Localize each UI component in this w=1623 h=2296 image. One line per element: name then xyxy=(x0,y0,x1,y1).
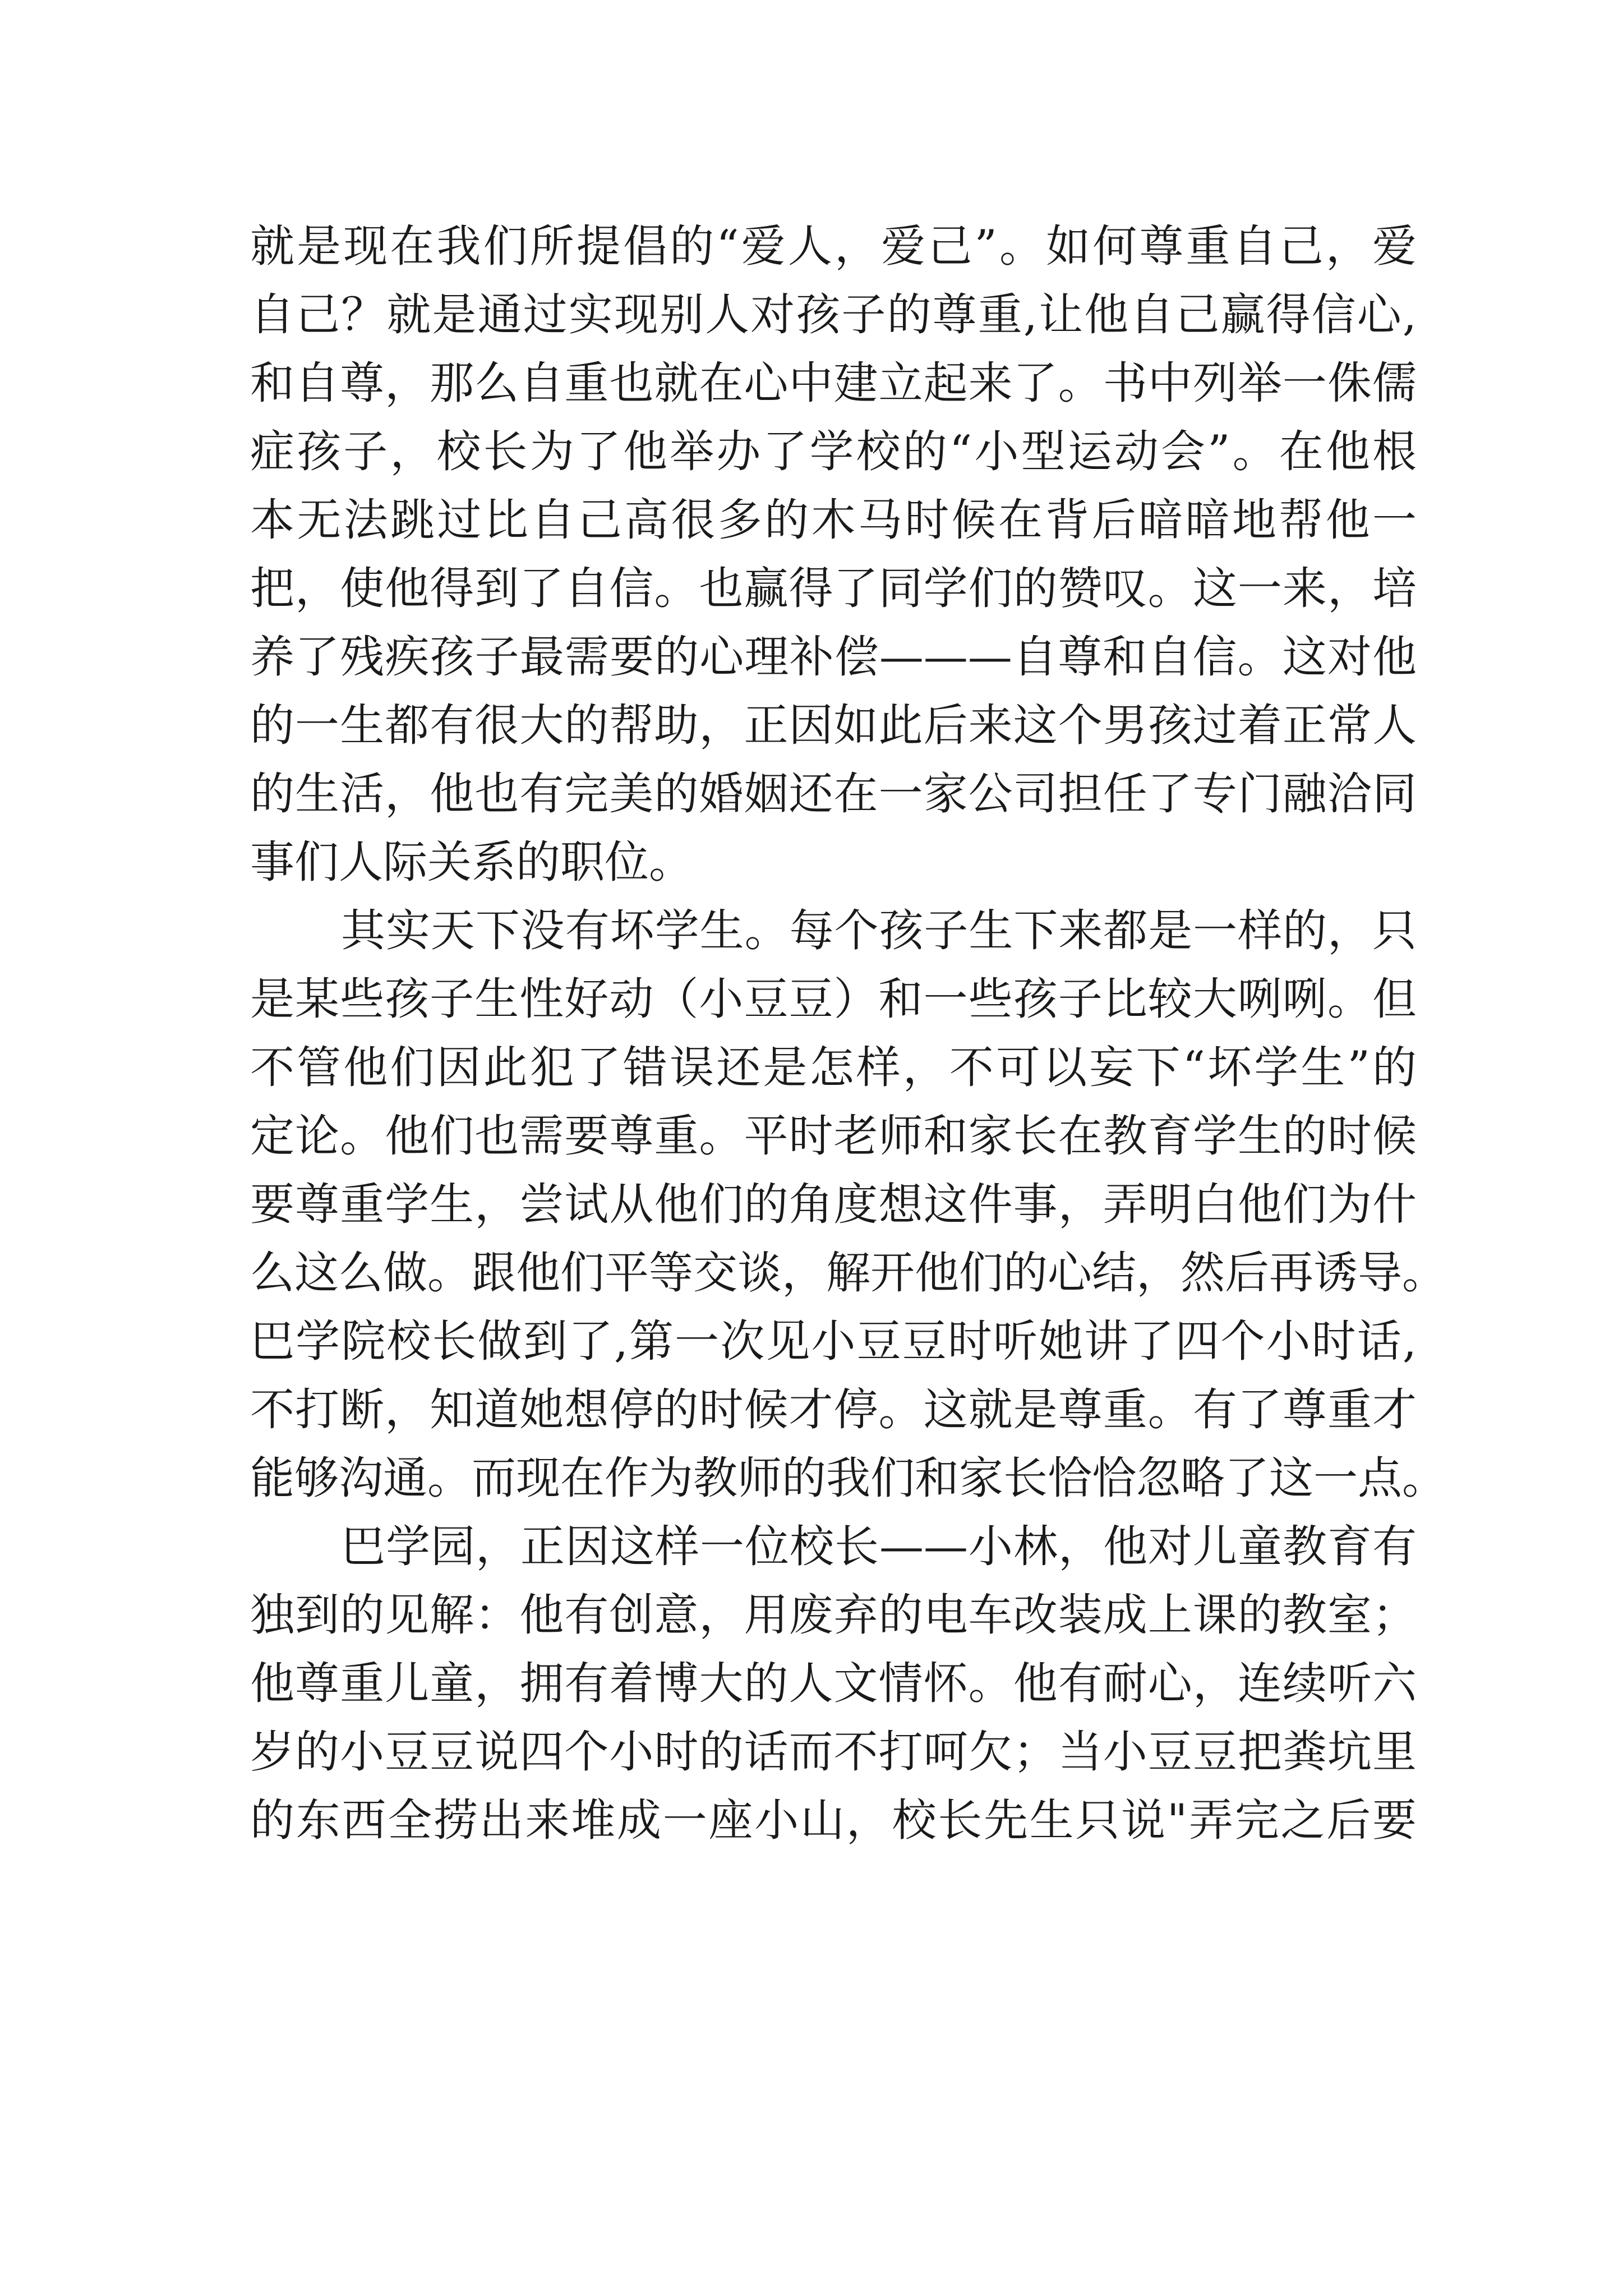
text-line: 本无法跳过比自己高很多的木马时候在背后暗暗地帮他一 xyxy=(250,494,1417,546)
text-line: 巴学园，正因这样一位校长——小林，他对儿童教育有 xyxy=(341,1521,1417,1572)
text-line: 养了残疾孩子最需要的心理补偿———自尊和自信。这对他 xyxy=(250,631,1417,683)
text-line: 症孩子，校长为了他举办了学校的“小型运动会”。在他根 xyxy=(250,426,1417,477)
text-line: 的生活，他也有完美的婚姻还在一家公司担任了专门融洽同 xyxy=(250,768,1417,820)
text-line: 就是现在我们所提倡的“爱人，爱己”。如何尊重自己，爱 xyxy=(250,220,1417,272)
text-line: 把，使他得到了自信。也赢得了同学们的赞叹。这一来，培 xyxy=(250,563,1417,614)
text-line: 不打断，知道她想停的时候才停。这就是尊重。有了尊重才 xyxy=(250,1384,1417,1435)
body-text xyxy=(250,212,1446,1855)
text-line: 定论。他们也需要尊重。平时老师和家长在教育学生的时候 xyxy=(250,1110,1417,1162)
text-line: 自己？就是通过实现别人对孩子的尊重,让他自己赢得信心, xyxy=(250,289,1417,341)
text-line: 的一生都有很大的帮助，正因如此后来这个男孩过着正常人 xyxy=(250,700,1417,751)
text-line: 其实天下没有坏学生。每个孩子生下来都是一样的，只 xyxy=(341,905,1417,956)
text-line: 他尊重儿童，拥有着博大的人文情怀。他有耐心，连续听六 xyxy=(250,1658,1417,1709)
text-line: 岁的小豆豆说四个小时的话而不打呵欠；当小豆豆把粪坑里 xyxy=(250,1726,1417,1778)
text-line: 的东西全捞出来堆成一座小山，校长先生只说"弄完之后要 xyxy=(250,1795,1417,1846)
text-line: 独到的见解：他有创意，用废弃的电车改装成上课的教室； xyxy=(250,1589,1417,1641)
text-line: 事们人际关系的职位。 xyxy=(250,836,693,888)
text-line: 巴学院校长做到了,第一次见小豆豆时听她讲了四个小时话, xyxy=(250,1315,1417,1367)
text-line: 能够沟通。而现在作为教师的我们和家长恰恰忽略了这一点。 xyxy=(250,1452,1446,1504)
text-line: 要尊重学生，尝试从他们的角度想这件事，弄明白他们为什 xyxy=(250,1179,1417,1230)
text-line: 和自尊，那么自重也就在心中建立起来了。书中列举一侏儒 xyxy=(250,357,1417,409)
text-line: 么这么做。跟他们平等交谈，解开他们的心结，然后再诱导。 xyxy=(250,1247,1446,1299)
text-line: 不管他们因此犯了错误还是怎样，不可以妄下“坏学生”的 xyxy=(250,1042,1417,1093)
text-line: 是某些孩子生性好动（小豆豆）和一些孩子比较大咧咧。但 xyxy=(250,973,1417,1025)
